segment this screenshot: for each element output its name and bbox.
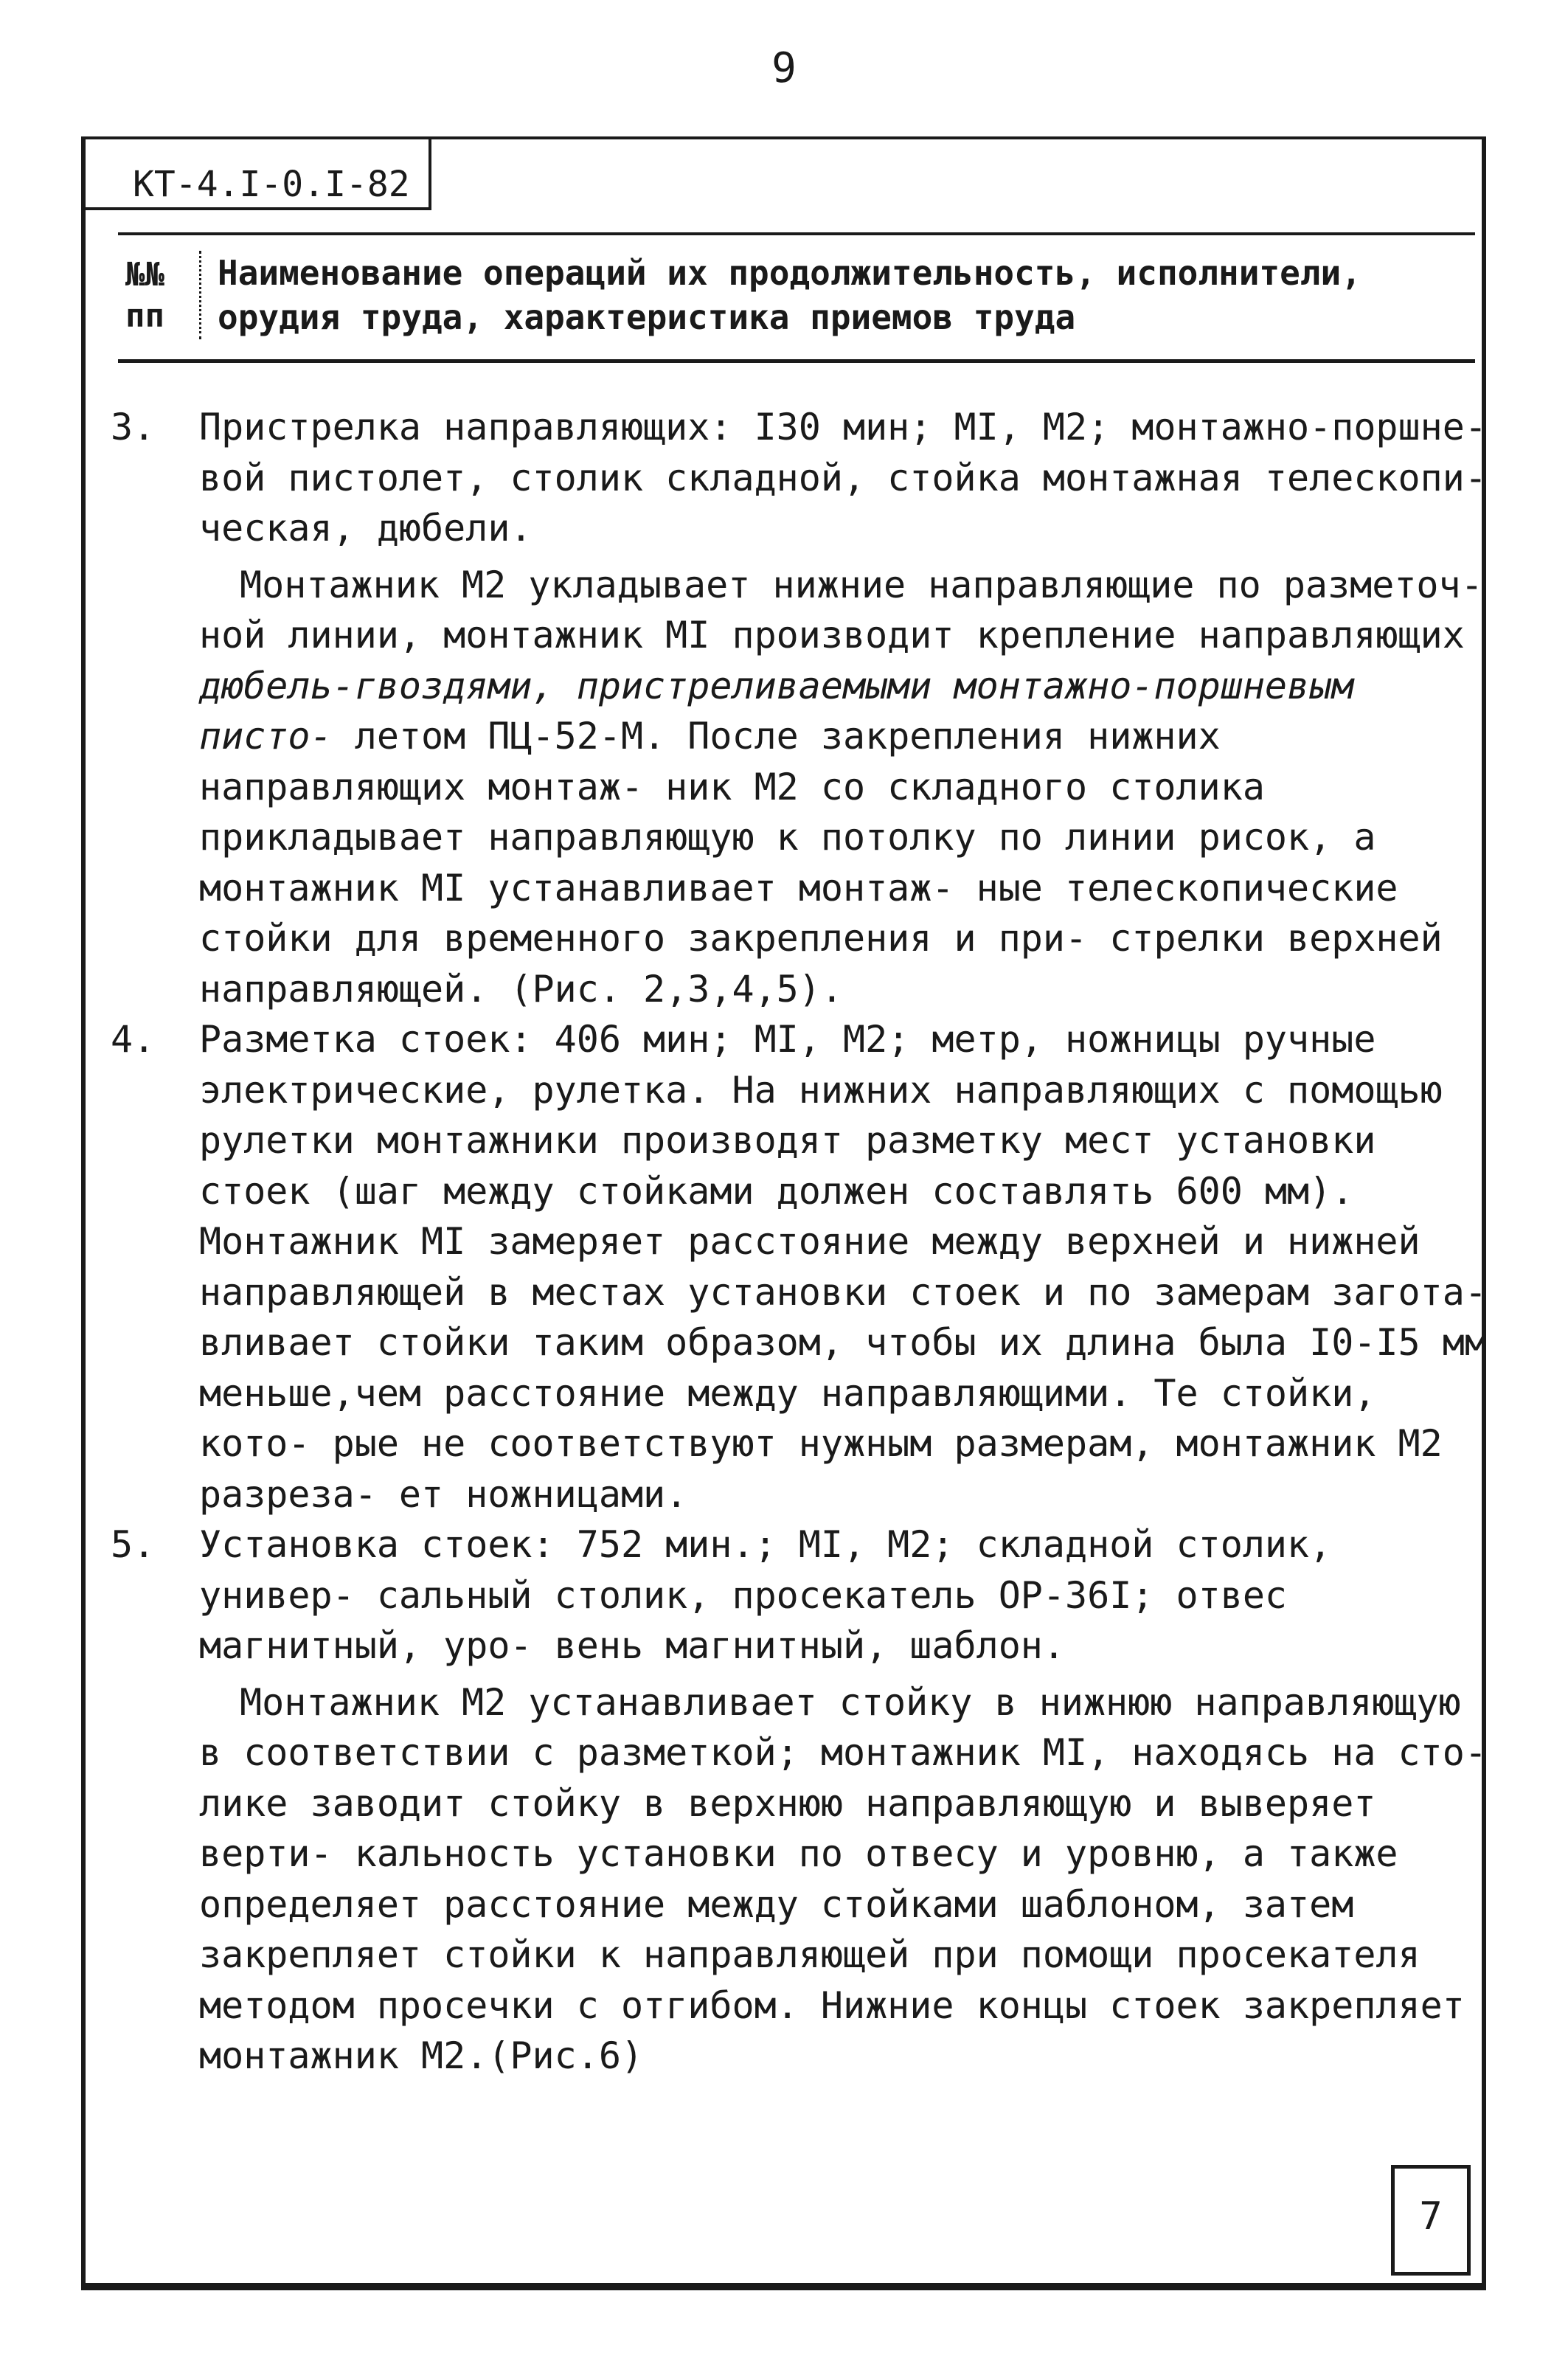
column-header-number-line-2: пп <box>125 297 164 335</box>
column-header-title-line-1: Наименование операций их продолжительность, исполнители, <box>218 253 1361 293</box>
sheet-number-box: 7 <box>1391 2165 1471 2276</box>
operation-number: 3. <box>111 406 156 448</box>
column-header-title-line-2: орудия труда, характеристика приемов труда <box>218 297 1076 337</box>
operation-description <box>199 560 1490 1015</box>
column-header-number <box>125 254 192 337</box>
operation-description-part-2: летом ПЦ-52-М. После закрепления нижних направляющих монтаж- ник М2 со складного столика прикладывает направляющую к потолку по линии рисок, а монтажник МI устанавливает монтаж- ные телескопические стойки для временного закрепления и при- стрелки верхней направляющей. (Рис. 2,3,4,5). <box>199 715 1443 1011</box>
operation-summary: Пристрелка направляющих: I30 мин; МI, М2; монтажно-поршне- вой пистолет, столик складной, стойка монтажная телескопи- ческая, дюбели. <box>199 406 1487 550</box>
column-header-number-line-1: №№ <box>125 256 164 294</box>
operation-item-3 <box>111 402 1490 1014</box>
operation-item-4 <box>111 1014 1490 1519</box>
operation-description: Монтажник М2 устанавливает стойку в нижнюю направляющую в соответствии с разметкой; монтажник МI, находясь на сто- лике заводит стойку в верхнюю направляющую и выверяет верти- кальность установки по отвесу и уровню, а также определяет расстояние между стойками шаблоном, затем закрепляет стойки к направляющей при помощи просекателя методом просечки с отгибом. Нижние концы стоек закрепляет монтажник М2.(Рис.6) <box>199 1680 1487 2077</box>
header-bottom-rule <box>118 359 1475 363</box>
document-code: КТ-4.I-0.I-82 <box>81 136 431 210</box>
operation-description: Монтажник МI замеряет расстояние между верхней и нижней направляющей в местах установки стоек и по замерам загота- вливает стойки таким образом, чтобы их длина была I0-I5 мм меньше,чем расстояние между направляющими. Те стойки, кото- рые не соответствуют нужным размерам, монтажник М2 разреза- ет ножницами. <box>199 1220 1487 1516</box>
column-separator <box>199 251 204 339</box>
page-number: 9 <box>771 44 797 92</box>
operation-item-5 <box>111 1519 1490 2082</box>
operation-summary: Установка стоек: 752 мин.; МI, М2; складной столик, универ- сальный столик, просекатель ОР-36I; отвес магнитный, уро- вень магнитный, шаблон. <box>199 1523 1332 1667</box>
operation-number: 5. <box>111 1523 156 1566</box>
operations-list <box>111 402 1490 2082</box>
operation-summary: Разметка стоек: 406 мин; МI, М2; метр, ножницы ручные электрические, рулетка. На нижних направляющих с помощью рулетки монтажники производят разметку мест установки стоек (шаг между стойками должен составлять 600 мм). <box>199 1018 1443 1213</box>
operation-description-italic: дюбель-гвоздями, пристреливаемыми монтажно-поршневым писто- <box>199 664 1354 758</box>
column-header-title <box>218 251 1471 339</box>
operation-number: 4. <box>111 1018 156 1061</box>
operation-description-part-1: Монтажник М2 укладывает нижние направляющие по разметоч- ной линии, монтажник МI производит крепление направляющих <box>199 563 1483 656</box>
header-top-rule <box>118 232 1475 235</box>
